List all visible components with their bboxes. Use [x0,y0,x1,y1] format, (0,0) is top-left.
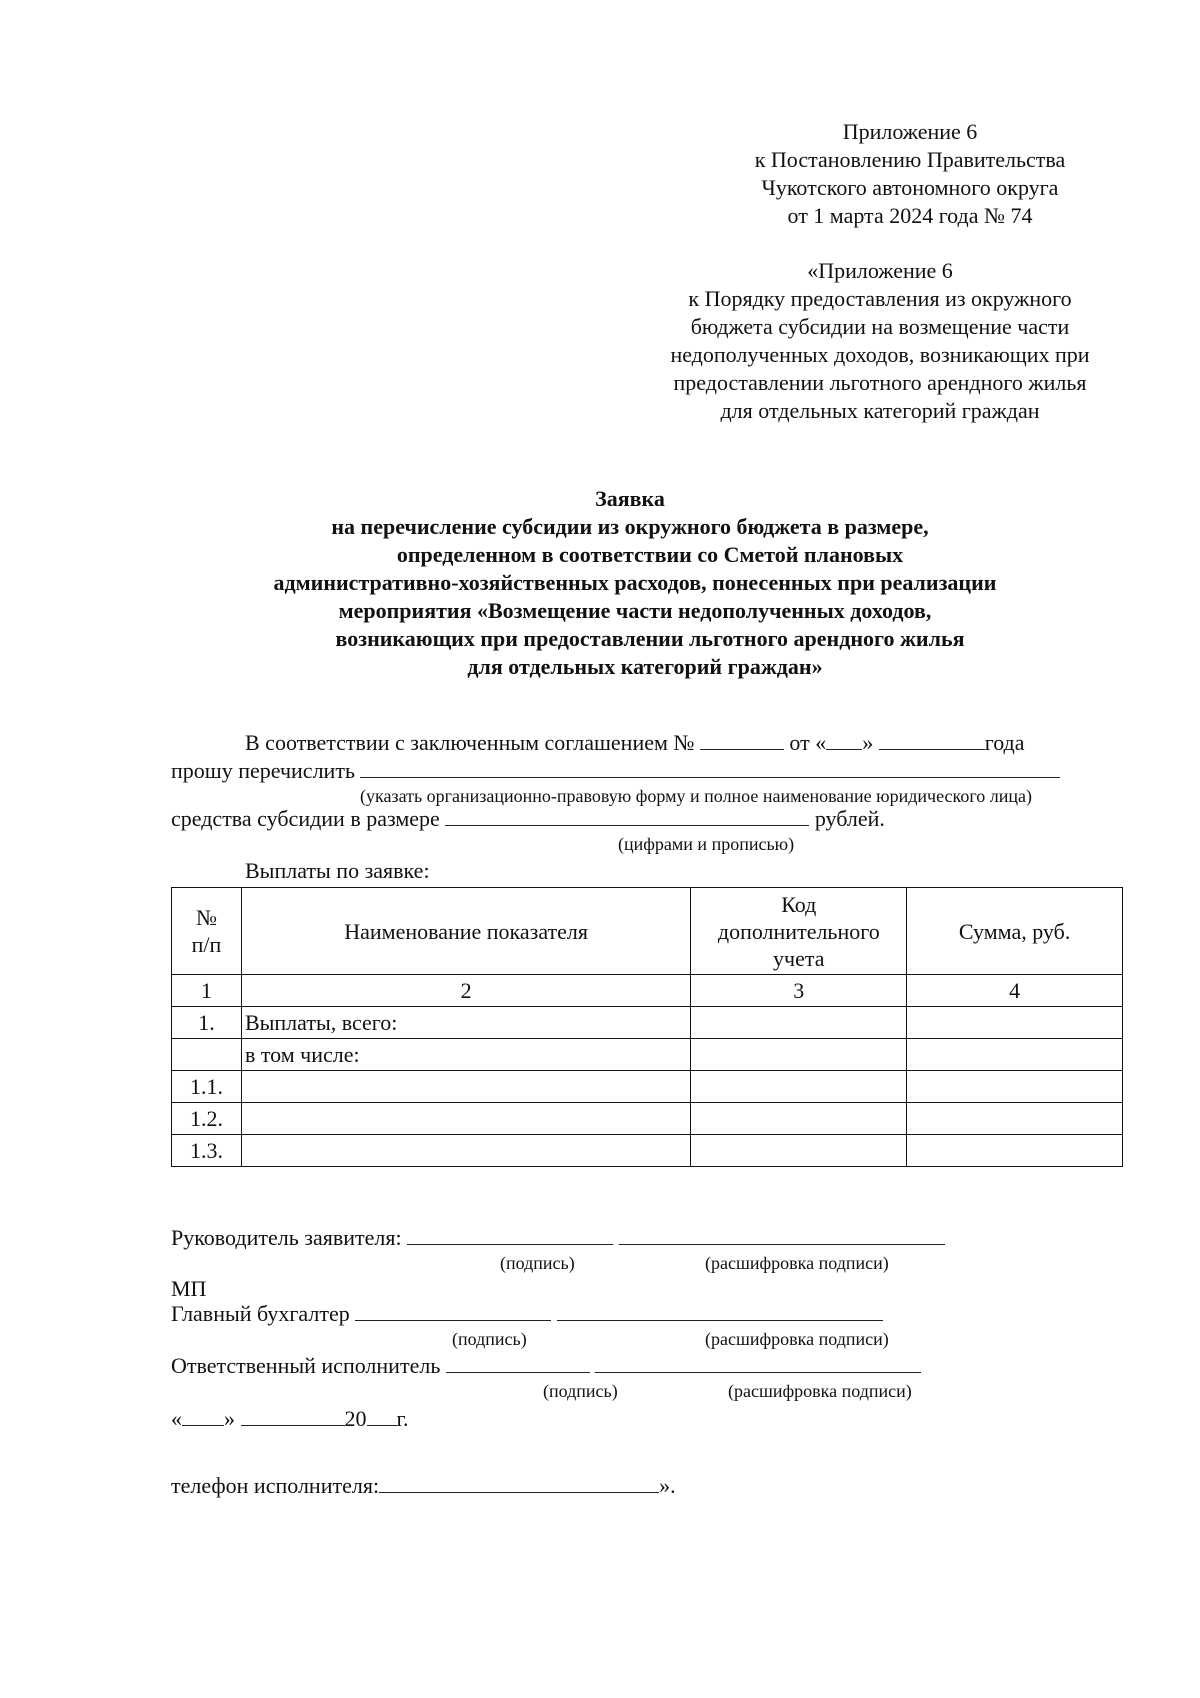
inner-appendix-line: недополученных доходов, возникающих при [670,342,1090,367]
row-name-cell[interactable] [241,1071,690,1103]
header-code: Код дополнительного учета [691,888,907,975]
agreement-line [245,729,1025,756]
executor-signature-line [171,1352,921,1379]
accountant-signature-field[interactable] [355,1300,551,1321]
title-line: на перечисление субсидии из окружного бюджета в размере, [331,514,929,539]
date-century: 20 [344,1406,367,1431]
appendix-line: Приложение 6 [842,119,978,144]
agreement-month-field[interactable] [879,729,985,750]
executor-signature-field[interactable] [446,1352,590,1373]
date-open-quote: « [171,1406,182,1431]
title-line: административно-хозяйственных расходов, понесенных при реализации [273,570,997,595]
inner-appendix-line: предоставлении льготного арендного жилья [673,370,1087,395]
row-code-cell[interactable] [691,1103,907,1135]
executor-decode-field[interactable] [595,1352,921,1373]
row-sum-cell[interactable] [907,1135,1123,1167]
row-code-cell[interactable] [691,1135,907,1167]
inner-appendix-line: «Приложение 6 [807,258,953,283]
date-month-field[interactable] [241,1405,345,1426]
decode-hint: (расшифровка подписи) [705,1253,889,1273]
amount-field[interactable] [445,805,809,826]
signature-hint: (подпись) [452,1329,527,1349]
date-line [171,1405,409,1432]
appendix-line: к Постановлению Правительства [754,147,1066,172]
decode-hint: (расшифровка подписи) [728,1381,912,1401]
head-signature-field[interactable] [407,1224,613,1245]
column-number: 4 [907,975,1123,1007]
table-row [172,1039,1123,1071]
phone-end: ». [659,1473,676,1498]
row-number: 1. [172,1007,242,1039]
table-row [172,1071,1123,1103]
table-row [172,1103,1123,1135]
stamp-label: МП [171,1276,207,1301]
table-header-row [172,888,1123,975]
row-code-cell[interactable] [691,1039,907,1071]
appendix-line: Чукотского автономного округа [761,175,1059,200]
row-code-cell[interactable] [691,1007,907,1039]
amount-line [171,805,885,832]
amount-hint: (цифрами и прописью) [618,834,795,854]
head-label: Руководитель заявителя: [171,1225,402,1250]
appendix-line: от 1 марта 2024 года № 74 [787,203,1033,228]
row-code-cell[interactable] [691,1071,907,1103]
recipient-field[interactable] [360,757,1060,778]
signature-hint: (подпись) [500,1253,575,1273]
recipient-line [171,757,1060,784]
date-year-suffix: г. [396,1406,409,1431]
agreement-close-quote: » [862,730,874,755]
row-sum-cell[interactable] [907,1039,1123,1071]
row-name: Выплаты, всего: [241,1007,690,1039]
phone-line [171,1472,676,1499]
row-number: 1.3. [172,1135,242,1167]
row-number: 1.2. [172,1103,242,1135]
agreement-day-field[interactable] [826,729,862,750]
column-number: 2 [241,975,690,1007]
header-name: Наименование показателя [241,888,690,975]
head-decode-field[interactable] [619,1224,945,1245]
table-row [172,1135,1123,1167]
title-line: для отдельных категорий граждан» [467,654,823,679]
executor-label: Ответственный исполнитель [171,1353,441,1378]
accountant-label: Главный бухгалтер [171,1301,350,1326]
inner-appendix-line: для отдельных категорий граждан [720,398,1040,423]
agreement-year-text: года [984,730,1025,755]
agreement-number-field[interactable] [700,729,784,750]
agreement-text: В соответствии с заключенным соглашением № [245,730,695,755]
accountant-decode-field[interactable] [557,1300,883,1321]
recipient-label: прошу перечислить [171,758,355,783]
inner-appendix-line: бюджета субсидии на возмещение части [690,314,1070,339]
amount-label: средства субсидии в размере [171,806,440,831]
accountant-signature-line [171,1300,883,1327]
date-close-quote: » [224,1406,235,1431]
row-number [172,1039,242,1071]
row-name-cell[interactable] [241,1103,690,1135]
row-number: 1.1. [172,1071,242,1103]
title-line: возникающих при предоставлении льготного арендного жилья [335,626,965,651]
header-number: № п/п [172,888,242,975]
payments-table [171,887,1123,1167]
amount-unit: рублей. [814,806,885,831]
inner-appendix-line: к Порядку предоставления из окружного [688,286,1072,311]
payments-label: Выплаты по заявке: [245,858,430,883]
row-sum-cell[interactable] [907,1007,1123,1039]
title-heading: Заявка [595,486,665,511]
column-number: 3 [691,975,907,1007]
title-line: определенном в соответствии со Сметой плановых [396,542,904,567]
column-number: 1 [172,975,242,1007]
agreement-from-text: от « [789,730,827,755]
row-name: в том числе: [241,1039,690,1071]
row-sum-cell[interactable] [907,1103,1123,1135]
header-sum: Сумма, руб. [907,888,1123,975]
recipient-hint: (указать организационно-правовую форму и полное наименование юридического лица) [360,786,1033,806]
column-number-row [172,975,1123,1007]
table-row [172,1007,1123,1039]
title-line: мероприятия «Возмещение части недополученных доходов, [338,598,932,623]
decode-hint: (расшифровка подписи) [705,1329,889,1349]
signature-hint: (подпись) [543,1381,618,1401]
date-day-field[interactable] [182,1405,224,1426]
date-year-field[interactable] [367,1405,397,1426]
phone-field[interactable] [379,1472,659,1493]
row-name-cell[interactable] [241,1135,690,1167]
phone-label: телефон исполнителя: [171,1473,380,1498]
row-sum-cell[interactable] [907,1071,1123,1103]
head-signature-line [171,1224,945,1251]
